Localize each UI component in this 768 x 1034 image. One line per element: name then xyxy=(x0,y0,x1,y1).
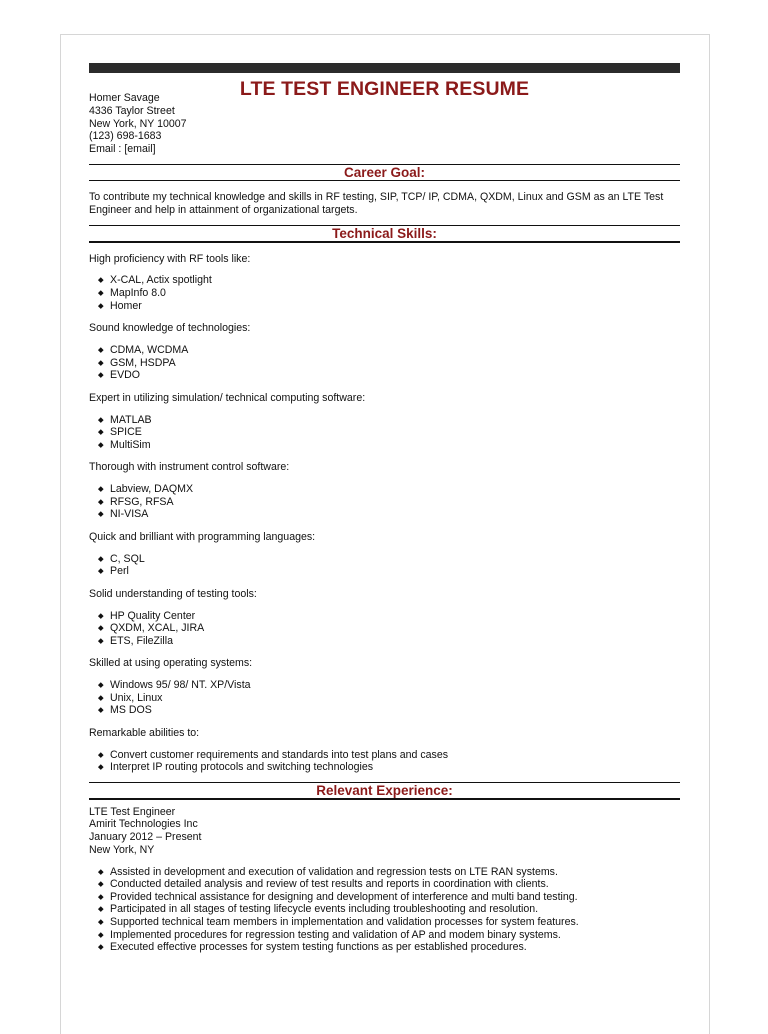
skill-group-label: High proficiency with RF tools like: xyxy=(89,252,251,265)
list-item: SPICE xyxy=(97,426,680,439)
contact-city: New York, NY 10007 xyxy=(89,117,187,130)
contact-block xyxy=(89,92,680,156)
resume-content xyxy=(89,63,680,964)
contact-street: 4336 Taylor Street xyxy=(89,104,175,117)
technical-skills-header xyxy=(89,225,680,243)
skill-group-label: Solid understanding of testing tools: xyxy=(89,587,257,600)
skills-groups xyxy=(89,253,680,774)
skill-list xyxy=(97,679,680,717)
technical-skills-heading: Technical Skills: xyxy=(332,226,437,242)
experience-heading: Relevant Experience: xyxy=(316,783,453,799)
list-item: Convert customer requirements and standards into test plans and cases xyxy=(97,749,680,762)
skill-group-label: Sound knowledge of technologies: xyxy=(89,322,251,335)
list-item: MultiSim xyxy=(97,439,680,452)
duties-list xyxy=(97,866,680,954)
skill-list xyxy=(97,610,680,648)
list-item: RFSG, RFSA xyxy=(97,496,680,509)
contact-name: Homer Savage xyxy=(89,92,160,104)
list-item: CDMA, WCDMA xyxy=(97,344,680,357)
contact-phone: (123) 698-1683 xyxy=(89,130,162,143)
skill-list xyxy=(97,414,680,452)
list-item: Supported technical team members in implementation and validation processes for system features. xyxy=(97,916,680,929)
header-bar xyxy=(89,63,680,73)
list-item: Executed effective processes for system testing functions as per established procedures. xyxy=(97,941,680,954)
list-item: Windows 95/ 98/ NT. XP/Vista xyxy=(97,679,680,692)
list-item: Conducted detailed analysis and review of test results and reports in coordination with clients. xyxy=(97,878,680,891)
skill-list xyxy=(97,553,680,578)
list-item: C, SQL xyxy=(97,553,680,566)
list-item: X-CAL, Actix spotlight xyxy=(97,274,680,287)
list-item: GSM, HSDPA xyxy=(97,357,680,370)
list-item: Interpret IP routing protocols and switching technologies xyxy=(97,761,680,774)
skill-list xyxy=(97,749,680,774)
section-rule-bottom xyxy=(89,798,680,800)
section-rule-bottom xyxy=(89,180,680,182)
career-goal-text: To contribute my technical knowledge and skills in RF testing, SIP, TCP/ IP, CDMA, QXDM, Linux and GSM as an LTE Test Engineer and help in attainment of organizational targets. xyxy=(89,191,664,217)
list-item: Unix, Linux xyxy=(97,692,680,705)
skill-list xyxy=(97,483,680,521)
list-item: NI-VISA xyxy=(97,508,680,521)
list-item: MATLAB xyxy=(97,414,680,427)
contact-email: Email : [email] xyxy=(89,143,156,156)
list-item: MS DOS xyxy=(97,704,680,717)
job-location: New York, NY xyxy=(89,843,155,856)
skill-group-label: Thorough with instrument control software: xyxy=(89,461,290,474)
skill-group-label: Expert in utilizing simulation/ technical computing software: xyxy=(89,391,366,404)
list-item: Labview, DAQMX xyxy=(97,483,680,496)
list-item: QXDM, XCAL, JIRA xyxy=(97,622,680,635)
list-item: HP Quality Center xyxy=(97,610,680,623)
skill-group-label: Remarkable abilities to: xyxy=(89,727,200,740)
skill-list xyxy=(97,344,680,382)
career-goal-header xyxy=(89,164,680,182)
list-item: MapInfo 8.0 xyxy=(97,287,680,300)
job-company: Amirit Technologies Inc xyxy=(89,818,198,831)
experience-header xyxy=(89,782,680,800)
resume-title: LTE TEST ENGINEER RESUME xyxy=(239,78,530,100)
job-title: LTE Test Engineer xyxy=(89,805,176,818)
job-dates: January 2012 – Present xyxy=(89,831,202,844)
job-info xyxy=(89,806,680,857)
list-item: ETS, FileZilla xyxy=(97,635,680,648)
career-goal-heading: Career Goal: xyxy=(343,164,426,180)
skill-group-label: Skilled at using operating systems: xyxy=(89,657,253,670)
list-item: Provided technical assistance for designing and development of interference and multi band testing. xyxy=(97,891,680,904)
section-rule-bottom xyxy=(89,241,680,243)
list-item: EVDO xyxy=(97,369,680,382)
list-item: Assisted in development and execution of validation and regression tests on LTE RAN systems. xyxy=(97,866,680,879)
skill-list xyxy=(97,274,680,312)
resume-page xyxy=(60,34,710,1034)
list-item: Perl xyxy=(97,565,680,578)
list-item: Participated in all stages of testing lifecycle events including troubleshooting and resolution. xyxy=(97,903,680,916)
skill-group-label: Quick and brilliant with programming languages: xyxy=(89,530,316,543)
list-item: Implemented procedures for regression testing and validation of AP and modem binary systems. xyxy=(97,929,680,942)
list-item: Homer xyxy=(97,300,680,313)
